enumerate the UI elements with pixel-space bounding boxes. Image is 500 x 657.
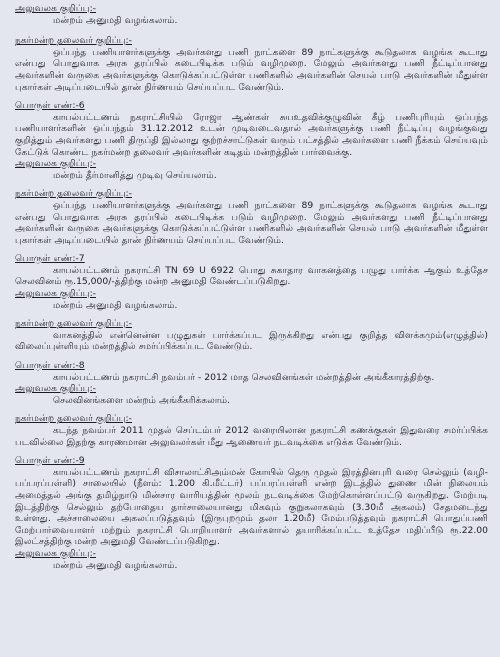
subject-paragraph: காயல்பட்டணம் நகராட்சி விசாலாட்சிஅம்மன் கோயில் தெரு முதல் இரத்தினபுரி வரை செல்லும் (வழி-பப்பரப்பள்ளி) சாலையில் (நீளம்: 1.200 கி.மீட்டர்) பப்பரப்பள்ளி என்ற இடத்தில் துணை மின் நிலையம் அமைத்தல் அங்கு தமிழ்நாடு மின்சார வாரியத்தின் மூலம் நடவடிக்கை மேற்கொள்ளப்பட்டு வருகிறது. மேற்படி இடத்திற்கு செல்லும் தற்போதைய தார்சாலையானது மிகவும் குறுகலாகவும் (3.30மீ அகலம்) சேதமடைந்து உள்ளது. அச்சாலையை அகலப்படுத்தவும் (இருபுறமும் தலா 1.20மீ) மேம்படுத்தவும் நகராட்சி பொதுப்பணி மேற்பார்வையாளர் மற்றும் நகராட்சி பொறியாளர் அவர்களால் தயாரிக்கப்பட்ட உத்தேச மதிப்பீடு ரூ.22.00 இலட்சத்திற்கு மன்ற அனுமதி வேண்டப்படுகிறது. bbox=[15, 466, 488, 548]
office-note-text: செலவினங்களை மன்றம் அங்கீகரிக்கலாம். bbox=[53, 394, 231, 406]
chairman-note-heading: நகர்மன்ற தலைவர் குறிப்பு:- bbox=[15, 413, 132, 425]
office-note-text: மன்றம் அனுமதி வழங்கலாம். bbox=[53, 559, 178, 571]
office-note-heading: அலுவலக குறிப்பு:- bbox=[15, 288, 96, 300]
chairman-note-paragraph: வாகனத்தில் என்னென்ன பழுதுகள் பார்க்கப்பட இருக்கிறது என்பது குறித்த விளக்கமும்(எழுத்தில்) விலைப்புள்ளியும் மன்றத்தில் சமர்ப்பிக்கப்பட வேண்டும். bbox=[15, 329, 488, 353]
office-note-heading: அலுவலக குறிப்பு:- bbox=[15, 383, 96, 395]
chairman-note-heading: நகர்மன்ற தலைவர் குறிப்பு:- bbox=[15, 188, 132, 200]
chairman-note-heading: நகர்மன்ற தலைவர் குறிப்பு:- bbox=[15, 318, 132, 330]
subject-block bbox=[15, 360, 488, 406]
office-note-text: மன்றம் அனுமதி வழங்கலாம். bbox=[53, 299, 178, 311]
office-note-block bbox=[15, 3, 488, 26]
subject-block bbox=[15, 253, 488, 311]
subject-paragraph: காயல்பட்டணம் நகராட்சி TN 69 U 6922 பொது சுகாதார வாகனத்தை பழுது பார்க்க ஆகும் உத்தேச செலவினம் ரூ.15,000/-த்திற்கு மன்ற அனுமதி வேண்டப்படுகிறது. bbox=[15, 264, 488, 288]
chairman-note-paragraph: ஒப்பந்த பணியாளர்களுக்கு அவர்களது பணி நாட்களை 89 நாட்களுக்கு கூடுதலாக வழங்க கூடாது என்பது பொதுவாக அரசு தரப்பில் கடைபிடிக்க படும் வழிமுறை. மேலும் அவர்களது பணி நீட்டிப்பானது அவர்களின் வருகை அவர்களுக்கு கொடுக்கப்பட்டுள்ள பணிகளில் அவர்களின் செயல் பாடு அவர்களின் மீதுள்ள புகார்கள் அடிப்படையில் தான் நிர்ணயம் செய்யப்பட வேண்டும். bbox=[15, 46, 488, 93]
office-note-heading: அலுவலக குறிப்பு:- bbox=[15, 547, 96, 559]
chairman-note-block bbox=[15, 318, 488, 353]
office-note-text: மன்றம் அனுமதி வழங்கலாம். bbox=[53, 14, 178, 26]
subject-block bbox=[15, 100, 488, 181]
subject-paragraph: காயல்பட்டணம் நகராட்சி நவம்பர் - 2012 மாத செலவினங்கள் மன்றத்தின் அங்கீகாரத்திற்கு. bbox=[53, 371, 435, 383]
office-note-text: மன்றம் தீர்மானித்து முடிவு செய்யலாம். bbox=[53, 169, 217, 181]
chairman-note-paragraph: கடந்த நவம்பர் 2011 முதல் செப்டம்பர் 2012 வரையிலான நகராட்சி கணக்குகள் இதுவரை சமர்ப்பிக்க படவில்லை இதற்கு காரணமான அலுவலர்கள் மீது ஆணையர் நடவடிக்கை எடுக்க வேண்டும். bbox=[15, 425, 488, 448]
subject-paragraph: காயல்பட்டணம் நகராட்சியில் ரோஜா ஆண்கள் சுயஉதவிக்குழுவின் கீழ் பணிபுரியும் ஒப்பந்த பணியாளர்களின் ஒப்பந்தம் 31.12.2012 உடன் முடிவடைவதால் அவர்களுக்கு பணி நீட்டிப்பு வழங்குவது குறித்தும் அவர்களது பணி திருப்தி இல்லாது குற்றச்சாட்டுகள் வரும் பட்சத்தில் அவர்களை பணி நீக்கம் செய்யவும் கேட்டுக் கொண்ட நகர்மன்ற தலைவர் அவர்களின் கடிதம் மன்றத்தின் பார்வைக்கு. bbox=[15, 111, 488, 158]
office-note-heading: அலுவலக குறிப்பு:- bbox=[15, 3, 96, 14]
chairman-note-block bbox=[15, 188, 488, 246]
chairman-note-block bbox=[15, 35, 488, 93]
chairman-note-heading: நகர்மன்ற தலைவர் குறிப்பு:- bbox=[15, 35, 132, 47]
subject-heading: பொருள் எண்:-7 bbox=[15, 253, 85, 265]
subject-heading: பொருள் எண்:-6 bbox=[15, 100, 85, 112]
subject-heading: பொருள் எண்:-8 bbox=[15, 360, 85, 372]
chairman-note-paragraph: ஒப்பந்த பணியாளர்களுக்கு அவர்களது பணி நாட்களை 89 நாட்களுக்கு கூடுதலாக வழங்க கூடாது என்பது பொதுவாக அரசு தரப்பில் கடைபிடிக்க படும் வழிமுறை. மேலும் அவர்களது பணி நீட்டிப்பானது அவர்களின் வருகை அவர்களுக்கு கொடுக்கப்பட்டுள்ள பணிகளில் அவர்களின் செயல் பாடு அவர்களின் மீதுள்ள புகார்கள் அடிப்படையில் தான் நிர்ணயம் செய்யப்பட வேண்டும். bbox=[15, 199, 488, 246]
office-note-heading: அலுவலக குறிப்பு:- bbox=[15, 158, 96, 170]
subject-heading: பொருள் எண்:-9 bbox=[15, 455, 85, 467]
chairman-note-block bbox=[15, 413, 488, 448]
subject-block bbox=[15, 455, 488, 571]
